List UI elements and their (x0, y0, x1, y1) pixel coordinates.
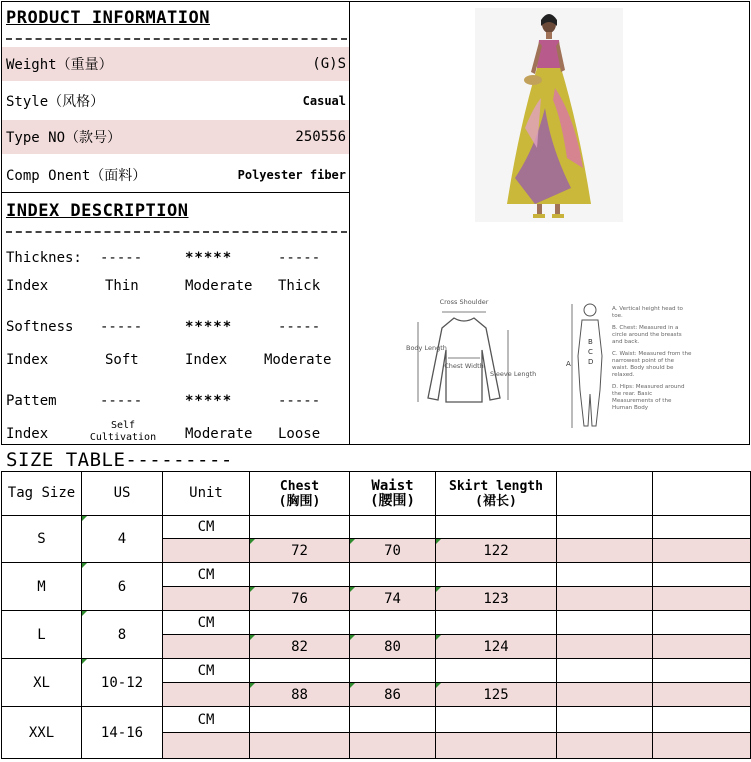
size-row-xxl (2, 707, 751, 733)
us-size-cell (82, 707, 163, 759)
product-image-panel (349, 1, 750, 445)
unit-cell-text: CM (197, 566, 215, 583)
tag-size-cell (2, 707, 82, 759)
scale-stars: ***** (185, 393, 233, 409)
softness-index-row (2, 352, 349, 378)
us-size-cell (82, 516, 163, 563)
component-row (2, 158, 349, 192)
us-size-cell-text: 10-12 (100, 674, 144, 691)
softness-index: Index (185, 352, 228, 368)
empty-cell (436, 707, 557, 733)
index-label: Index (6, 426, 49, 442)
waist-value-cell-text: 86 (384, 686, 401, 703)
type-no-row (2, 120, 349, 154)
tag-size-cell-text: M (37, 578, 46, 595)
chest-value-cell (250, 683, 350, 707)
style-value: Casual (302, 94, 346, 108)
point-d: D (588, 358, 594, 366)
empty-cell (557, 539, 653, 563)
waist-value-cell (350, 539, 436, 563)
unit-empty-cell (163, 733, 250, 759)
chest-value-cell-text: 72 (291, 542, 308, 559)
point-c: C (588, 348, 593, 356)
skirt-length-value-cell-text: 124 (483, 638, 509, 655)
waist-value-cell-text: 74 (384, 590, 401, 607)
empty-cell (653, 659, 751, 683)
scale-dashes: ----- (278, 319, 321, 335)
unit-empty-cell (163, 635, 250, 659)
empty-cell (557, 563, 653, 587)
size-row-s (2, 516, 751, 539)
us-size-cell-text: 14-16 (100, 724, 144, 741)
waist-value-cell (350, 635, 436, 659)
us-size-cell-text: 4 (117, 531, 127, 547)
dashed-divider (6, 231, 347, 233)
empty-cell (350, 563, 436, 587)
chest-width-label: Chest Width (444, 362, 484, 370)
header-chest: Chest (胸围) (250, 472, 350, 516)
empty-cell (653, 707, 751, 733)
unit-empty-cell (163, 683, 250, 707)
waist-value-cell (350, 683, 436, 707)
cell-marker (82, 563, 87, 568)
body-measurement-diagram (564, 298, 692, 434)
cell-marker (436, 587, 441, 592)
skirt-length-value-cell-text: 125 (483, 686, 509, 703)
waist-value-cell (350, 733, 436, 759)
note-d: D. Hips: Measured around the rear. Basic Measurements of the Human Body (612, 384, 685, 411)
model-dress-photo (475, 8, 623, 222)
unit-cell (163, 659, 250, 683)
cross-shoulder-label: Cross Shoulder (439, 298, 489, 306)
pattern-loose: Loose (278, 426, 321, 442)
chest-value-cell-text: 82 (291, 638, 308, 655)
note-b: B. Chest: Measured in a circle around the breasts and back. (612, 325, 682, 345)
header-us: US (82, 472, 163, 516)
empty-cell (653, 611, 751, 635)
product-info-panel (1, 1, 350, 445)
unit-cell-text: CM (197, 614, 215, 631)
softness-marks-row (2, 319, 349, 345)
header-skirt-length: Skirt length (裙长) (436, 472, 557, 516)
scale-dashes: ----- (100, 319, 143, 335)
tag-size-cell-text: L (37, 626, 46, 643)
thickness-thin: Thin (105, 278, 139, 294)
scale-stars: ***** (185, 319, 233, 335)
size-table-title: SIZE TABLE--------- (6, 449, 233, 471)
header-empty (653, 472, 751, 516)
body-length-label: Body Length (406, 344, 447, 352)
cell-marker (436, 683, 441, 688)
empty-cell (436, 611, 557, 635)
empty-cell (250, 707, 350, 733)
pattern-self-cultivation: Self Cultivation (89, 420, 157, 443)
unit-cell (163, 563, 250, 587)
unit-cell (163, 516, 250, 539)
cell-marker (250, 683, 255, 688)
tag-size-cell-text: XXL (28, 724, 55, 741)
cell-marker (250, 539, 255, 544)
softness-moderate: Moderate (264, 352, 332, 368)
empty-cell (250, 516, 350, 539)
chest-value-cell-text: 76 (291, 590, 308, 607)
note-c: C. Waist: Measured from the narrowest point of the waist. Body should be relaxed. (612, 351, 692, 378)
softness-label: Softness (6, 319, 74, 335)
style-row (2, 84, 349, 118)
component-value: Polyester fiber (237, 168, 346, 182)
empty-cell (653, 563, 751, 587)
empty-cell (436, 659, 557, 683)
empty-cell (557, 683, 653, 707)
header-empty (557, 472, 653, 516)
tag-size-cell-text: XL (33, 674, 50, 691)
skirt-length-value-cell (436, 539, 557, 563)
waist-value-cell (350, 587, 436, 611)
type-no-value: 250556 (295, 129, 346, 145)
empty-cell (350, 707, 436, 733)
skirt-length-value-cell (436, 683, 557, 707)
skirt-length-value-cell (436, 635, 557, 659)
empty-cell (557, 659, 653, 683)
unit-empty-cell (163, 539, 250, 563)
type-no-label: Type NO（款号） (6, 130, 122, 146)
chest-value-cell (250, 539, 350, 563)
cell-marker (350, 683, 355, 688)
point-a: A (566, 360, 571, 368)
index-description-heading: INDEX DESCRIPTION (6, 201, 189, 221)
pattern-label: Pattem (6, 393, 57, 409)
empty-cell (436, 516, 557, 539)
empty-cell (653, 516, 751, 539)
us-size-cell (82, 611, 163, 659)
scale-dashes: ----- (278, 393, 321, 409)
empty-cell (557, 516, 653, 539)
garment-measurement-diagram (404, 298, 537, 416)
empty-cell (557, 587, 653, 611)
skirt-length-value-cell-text: 123 (483, 590, 509, 607)
us-size-cell (82, 563, 163, 611)
header-tag-size: Tag Size (2, 472, 82, 516)
empty-cell (436, 563, 557, 587)
empty-cell (653, 539, 751, 563)
us-size-cell-text: 6 (117, 578, 127, 595)
cell-marker (436, 539, 441, 544)
waist-value-cell-text: 70 (384, 542, 401, 559)
tag-size-cell (2, 516, 82, 563)
skirt-length-value-cell (436, 733, 557, 759)
size-row-xl (2, 659, 751, 683)
scale-dashes: ----- (100, 393, 143, 409)
thickness-moderate: Moderate (185, 278, 253, 294)
cell-marker (82, 611, 87, 616)
sleeve-length-label: Sleeve Length (490, 370, 537, 378)
header-waist: Waist (腰围) (350, 472, 436, 516)
size-table-body (1, 515, 751, 759)
empty-cell (557, 707, 653, 733)
skirt-length-value-cell (436, 587, 557, 611)
empty-cell (350, 659, 436, 683)
thickness-label: Thicknes: (6, 250, 82, 266)
empty-cell (350, 516, 436, 539)
tag-size-cell (2, 611, 82, 659)
thickness-thick: Thick (278, 278, 321, 294)
empty-cell (557, 635, 653, 659)
scale-dashes: ----- (278, 250, 321, 266)
unit-cell-text: CM (197, 662, 215, 679)
empty-cell (557, 733, 653, 759)
empty-cell (250, 611, 350, 635)
size-row-m (2, 563, 751, 587)
tag-size-cell (2, 563, 82, 611)
scale-dashes: ----- (100, 250, 143, 266)
cell-marker (250, 635, 255, 640)
chest-value-cell (250, 587, 350, 611)
chest-value-cell-text: 88 (291, 686, 308, 703)
header-unit: Unit (163, 472, 250, 516)
tag-size-cell-text: S (37, 531, 46, 547)
dashed-divider (6, 38, 347, 40)
empty-cell (250, 563, 350, 587)
empty-cell (250, 659, 350, 683)
size-row-l (2, 611, 751, 635)
weight-row (2, 47, 349, 81)
cell-marker (250, 587, 255, 592)
waist-value-cell-text: 80 (384, 638, 401, 655)
cell-marker (436, 635, 441, 640)
cell-marker (82, 659, 87, 664)
weight-value: (G)S (312, 56, 346, 72)
size-table (1, 471, 751, 516)
index-label: Index (6, 352, 49, 368)
cell-marker (350, 587, 355, 592)
empty-cell (653, 635, 751, 659)
us-size-cell (82, 659, 163, 707)
product-info-heading: PRODUCT INFORMATION (6, 8, 210, 28)
unit-cell (163, 611, 250, 635)
pattern-marks-row (2, 393, 349, 419)
unit-empty-cell (163, 587, 250, 611)
unit-cell (163, 707, 250, 733)
unit-cell-text: CM (197, 711, 215, 728)
style-label: Style（风格） (6, 94, 105, 110)
us-size-cell-text: 8 (117, 626, 127, 643)
section-divider (2, 192, 349, 193)
chest-value-cell (250, 733, 350, 759)
thickness-index-row (2, 278, 349, 304)
unit-cell-text: CM (197, 519, 215, 535)
pattern-moderate: Moderate (185, 426, 253, 442)
thickness-marks-row (2, 250, 349, 276)
cell-marker (82, 516, 87, 521)
empty-cell (653, 683, 751, 707)
scale-stars: ***** (185, 250, 233, 266)
cell-marker (350, 635, 355, 640)
component-label: Comp Onent（面料） (6, 168, 147, 184)
size-table-header (2, 472, 751, 516)
empty-cell (557, 611, 653, 635)
empty-cell (653, 587, 751, 611)
index-label: Index (6, 278, 49, 294)
empty-cell (653, 733, 751, 759)
softness-soft: Soft (105, 352, 139, 368)
cell-marker (350, 539, 355, 544)
chest-value-cell (250, 635, 350, 659)
empty-cell (350, 611, 436, 635)
point-b: B (588, 338, 593, 346)
skirt-length-value-cell-text: 122 (483, 542, 509, 559)
tag-size-cell (2, 659, 82, 707)
weight-label: Weight（重量） (6, 57, 113, 73)
note-a: A. Vertical height head to toe. (612, 306, 683, 319)
